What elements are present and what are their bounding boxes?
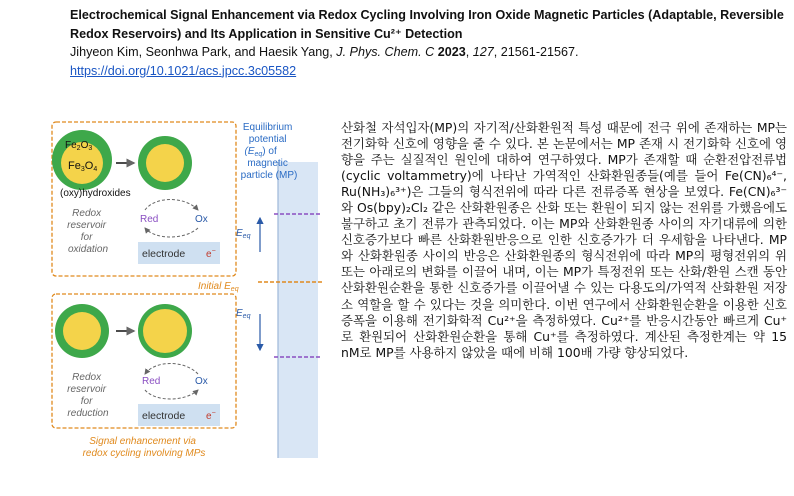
reservoir-reduction-label: Redox reservoir for reduction <box>67 372 109 419</box>
red-label-upper: Red <box>140 214 159 225</box>
toc-graphic <box>50 118 340 464</box>
mp-particle-lower-left-core <box>63 312 101 350</box>
electron-upper: e− <box>206 248 216 260</box>
paper-title: Electrochemical Signal Enhancement via Redox Cycling Involving Iron Oxide Magnetic Particles (Adaptable, Reversible Redox Reservoirs) and Its Application in Sensitive Cu²⁺ Detection <box>70 8 784 41</box>
fe3o4-label: Fe3O4 <box>68 160 98 173</box>
equilibrium-label: Equilibrium potential $(E_{eq})$ of magnetic particle (MP) <box>240 122 298 181</box>
reservoir-oxidation-label: Redox reservoir for oxidation <box>67 208 109 255</box>
ox-label-upper: Ox <box>195 214 208 225</box>
redox-cycle-upper <box>145 200 198 211</box>
redox-cycle-lower <box>145 364 198 375</box>
fe2o3-label: $Fe_2O_3$ <box>65 140 93 152</box>
electrode-label-upper: electrode <box>142 248 186 260</box>
journal-name: J. Phys. Chem. C <box>336 45 435 59</box>
eeq-label-lower: $E_{eq}$ <box>236 308 251 320</box>
oxyhydroxides-label: (oxy)hydroxides <box>60 188 131 199</box>
journal-year: 2023 <box>437 45 466 59</box>
electrode-label-lower: electrode <box>142 410 186 422</box>
initial-eeq-label: Initial $E_{eq}$ <box>198 281 239 293</box>
journal-volume: 127 <box>472 45 494 59</box>
doi-link[interactable]: https://doi.org/10.1021/acs.jpcc.3c05582 <box>70 63 297 78</box>
ox-label-lower: Ox <box>195 376 208 387</box>
mp-particle-lower-right-core <box>143 309 187 353</box>
abstract-text: 산화철 자석입자(MP)의 자기적/산화환원적 특성 때문에 전극 위에 존재하는 MP는 전기화학 신호에 영향을 줄 수 있다. 본 논문에서는 MP 존재 시 전기화학 신호에 영향을 주는 실질적인 원인에 대하여 연구하였다. MP가 존재할 때 순환전압전류법(cyclic voltammetry)에 나타난 가역적인 산화환원종들(예를 들어 Fe(CN)₆⁴⁻, Ru(NH₃)₆³⁺)은 그들의 형식전위에 따라 다른 전류증폭 현상을 보였다. Fe(CN)₆³⁻ 와 Os(bpy)₂Cl₂ 같은 산화환원종은 산화 또는 환원이 되지 않는 전위를 가했음에도 불구하고 초기 전류가 관측되었다. 이는 MP와 산화환원종 사이의 자기대류에 의한 신호증가보다 빠른 산화환원반응으로 인한 신호증가가 더 우세함을 나타낸다. MP와 산화환원종 사이의 반응은 산화환원종의 형식전위에 따라 MP의 평형전위의 위 또는 아래로의 변화를 이끌어 내며, 이는 MP가 특정전위 또는 산화/환원 스캔 동안 산화환원순환을 통한 신호증가를 이끌어낼 수 있는 다용도의/가역적 산화환원 저장소 역할을 할 수 있다는 것을 의미한다. 이번 연구에서 산화환원순환을 이용한 신호 증폭을 이용해 전기화학적 Cu²⁺을 측정하였다. Cu²⁺를 반응시간동안 빠르게 Cu⁺로 환원되어 산화환원순환을 통해 Cu⁺를 측정하였다. 계산된 측정한계는 약 15 nM로 MP를 사용하지 않았을 때에 비해 100배 가량 향상되었다. <box>341 120 787 360</box>
eeq-label-upper: $E_{eq}$ <box>236 228 251 240</box>
citation-header <box>70 6 785 80</box>
redox-cycle-upper-bottom <box>145 228 198 237</box>
electron-lower: e− <box>206 410 216 422</box>
red-label-lower: Red <box>142 376 161 387</box>
figure-caption: Signal enhancement via redox cycling involving MPs <box>82 436 206 459</box>
author-list: Jihyeon Kim, Seonhwa Park, and Haesik Yang, <box>70 45 337 59</box>
potential-bar <box>278 162 318 458</box>
mp-particle-right-core <box>146 144 184 182</box>
journal-pages: , 21561-21567. <box>493 45 579 59</box>
paper-authors: Jihyeon Kim, Seonhwa Park, and Haesik Yang, J. Phys. Chem. C 2023, 127, 21561-21567. <box>70 45 579 59</box>
redox-cycle-lower-bottom <box>145 390 198 399</box>
